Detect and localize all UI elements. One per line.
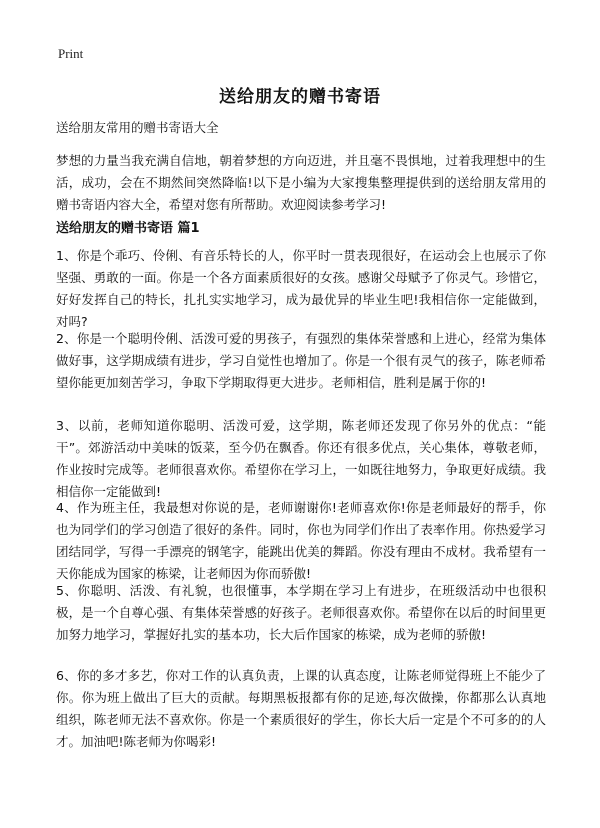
paragraph-1: 1、你是个乖巧、伶俐、有音乐特长的人，你平时一贯表现很好，在运动会上也展示了你坚强、勇敢的一面。你是一个各方面素质很好的女孩。感谢父母赋予了你灵气。珍惜它，好好发挥自己的特长，扎扎实实地学习，成为最优异的毕业生吧!我相信你一定能做到，对吗? — [56, 248, 546, 329]
intro-paragraph: 梦想的力量当我充满自信地，朝着梦想的方向迈进，并且毫不畏惧地，过着我理想中的生活，成功，会在不期然间突然降临!以下是小编为大家搜集整理提供到的送给朋友常用的赠书寄语内容大全，希望对您有所帮助。欢迎阅读参考学习! — [56, 153, 546, 212]
print-label: Print — [58, 46, 84, 61]
paragraph-4: 4、作为班主任，我最想对你说的是，老师谢谢你!老师喜欢你!你是老师最好的帮手，你也为同学们的学习创造了很好的条件。同时，你也为同学们作出了表率作用。你热爱学习团结同学，写得一手漂亮的钢笔字，能跳出优美的舞蹈。你没有理由不成材。我希望有一天你能成为国家的栋梁，让老师因为你而骄傲! — [56, 500, 546, 581]
paragraph-5: 5、你聪明、活泼、有礼貌，也很懂事，本学期在学习上有进步，在班级活动中也很积极，是一个自尊心强、有集体荣誉感的好孩子。老师很喜欢你。希望你在以后的时间里更加努力地学习，掌握好扎实的基本功，长大后作国家的栋梁，成为老师的骄傲! — [56, 583, 546, 642]
document-title: 送给朋友的赠书寄语 — [219, 87, 381, 107]
paragraph-2: 2、你是一个聪明伶俐、活泼可爱的男孩子，有强烈的集体荣誉感和上进心，经常为集体做好事，这学期成绩有进步，学习自觉性也增加了。你是一个很有灵气的孩子，陈老师希望你能更加刻苦学习，争取下学期取得更大进步。老师相信，胜利是属于你的! — [56, 331, 546, 390]
document-subtitle: 送给朋友常用的赠书寄语大全 — [56, 120, 219, 135]
paragraph-3: 3、以前，老师知道你聪明、活泼可爱，这学期，陈老师还发现了你另外的优点：“能干”。郊游活动中美味的饭菜，至今仍在飘香。你还有很多优点，关心集体，尊敬老师，作业按时完成等。老师很喜欢你。希望你在学习上，一如既往地努力，争取更好成绩。我相信你一定能做到! — [56, 418, 546, 499]
section-heading: 送给朋友的赠书寄语 篇1 — [56, 221, 200, 236]
paragraph-6: 6、你的多才多艺，你对工作的认真负责，上课的认真态度，让陈老师觉得班上不能少了你。你为班上做出了巨大的贡献。每期黑板报都有你的足迹,每次做操，你都那么认真地组织，陈老师无法不喜欢你。你是一个素质很好的学生，你长大后一定是个不可多的的人才。加油吧!陈老师为你喝彩! — [56, 668, 546, 749]
